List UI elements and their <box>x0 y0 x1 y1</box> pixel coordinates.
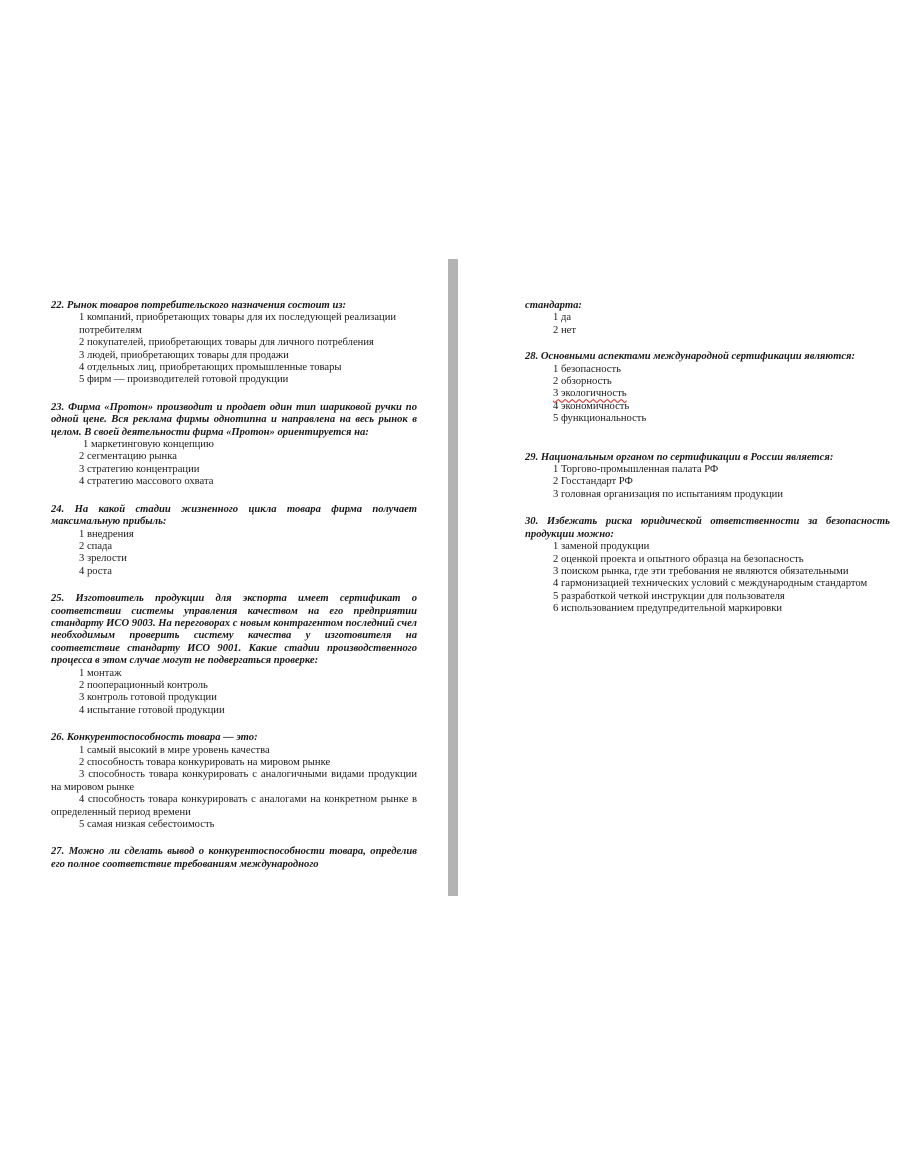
right-column <box>525 300 890 631</box>
answer-option: 1 безопасность <box>553 363 621 375</box>
question-27-continued <box>525 300 890 337</box>
answer-option: 2 способность товара конкурировать на мировом рынке <box>79 757 331 768</box>
question-27 <box>51 846 417 871</box>
answer-option: 2 спада <box>79 540 113 552</box>
answer-option: 2 пооперационный контроль <box>79 679 208 691</box>
answer-option: 4 гармонизацией технических условий с международным стандартом <box>553 578 868 590</box>
question-text: 29. Национальным органом по сертификации в России является: <box>525 451 834 463</box>
answer-option: 3 стратегию концентрации <box>79 463 200 475</box>
question-text: 27. Можно ли сделать вывод о конкурентоспособности товара, определив его полное соответствие требованиям международного <box>51 846 417 870</box>
answer-option: 3 головная организация по испытаниям продукции <box>553 488 783 500</box>
answer-option: 1 маркетинговую концепцию <box>83 439 214 451</box>
answer-option: 2 обзорность <box>553 376 612 388</box>
answer-option: 2 нет <box>553 324 576 336</box>
answer-option: 1 Торгово-промышленная палата РФ <box>553 464 719 476</box>
answer-option: 3 поиском рынка, где эти требования не являются обязательными <box>553 565 849 577</box>
answer-option: 4 способность товара конкурировать с аналогами на конкретном рынке в определенный период времени <box>51 794 417 818</box>
answer-option: 5 разработкой четкой инструкции для пользователя <box>553 590 785 602</box>
question-text: 30. Избежать риска юридической ответственности за безопасность продукции можно: <box>525 516 890 540</box>
answer-option: 4 испытание готовой продукции <box>79 704 225 716</box>
question-text: 25. Изготовитель продукции для экспорта имеет сертификат о соответствии системы управления качеством на его предприятии стандарту ИСО 9003. На переговорах с новым контрагентом последний счел необходимым проверить систему качества у изготовителя на соответствие стандарту ИСО 9001. Какие стадии производственного процесса в этом случае могут не подвергаться проверке: <box>51 593 417 667</box>
answer-option: 5 функциональность <box>553 413 647 425</box>
question-22 <box>51 300 417 387</box>
question-text: 24. На какой стадии жизненного цикла товара фирма получает максимальную прибыль: <box>51 503 417 528</box>
question-28 <box>525 351 890 425</box>
answer-option <box>525 388 890 400</box>
question-text: 28. Основными аспектами международной сертификации являются: <box>525 351 856 363</box>
answer-option: 5 самая низкая себестоимость <box>79 819 215 831</box>
answer-option: 2 Госстандарт РФ <box>553 476 633 488</box>
question-29 <box>525 452 890 502</box>
left-column <box>51 300 417 886</box>
answer-option: 6 использованием предупредительной маркировки <box>553 603 783 615</box>
answer-option: 2 оценкой проекта и опытного образца на безопасность <box>553 553 804 565</box>
answer-option: 3 контроль готовой продукции <box>79 692 217 704</box>
answer-option: 4 экономичность <box>553 400 630 412</box>
answer-option: 1 заменой продукции <box>553 541 650 553</box>
answer-option-text: 3 экологичность <box>553 388 627 400</box>
answer-option: 1 компаний, приобретающих товары для их последующей реализации потребителям <box>79 312 397 336</box>
answer-option: 2 покупателей, приобретающих товары для личного потребления <box>79 337 374 349</box>
question-text: 23. Фирма «Протон» производит и продает один тип шариковой ручки по одной цене. Вся реклама фирмы однотипна и направлена на весь рынок в целом. В своей деятельности фирма «Протон» ориентируется на: <box>51 401 417 438</box>
answer-option: 4 роста <box>79 565 112 577</box>
answer-option: 4 стратегию массового охвата <box>79 476 214 488</box>
answer-option: 3 зрелости <box>79 553 127 565</box>
answer-option: 1 монтаж <box>79 667 122 679</box>
question-30 <box>525 516 890 615</box>
question-25 <box>51 593 417 717</box>
question-26 <box>51 732 417 831</box>
page-divider <box>448 259 458 896</box>
answer-option: 5 фирм — производителей готовой продукции <box>79 374 289 386</box>
answer-option: 2 сегментацию рынка <box>79 451 177 463</box>
answer-option: 3 способность товара конкурировать с аналогичными видами продукции на мировом рынке <box>51 769 417 793</box>
answer-option: 1 да <box>553 312 572 324</box>
question-24 <box>51 504 417 578</box>
answer-option: 1 самый высокий в мире уровень качества <box>79 744 270 756</box>
answer-option: 4 отдельных лиц, приобретающих промышленные товары <box>79 362 342 374</box>
question-text: 26. Конкурентоспособность товара — это: <box>51 732 258 744</box>
question-23 <box>51 402 417 489</box>
answer-option: 1 внедрения <box>79 528 134 540</box>
answer-option: 3 людей, приобретающих товары для продажи <box>79 349 289 361</box>
question-text: 22. Рынок товаров потребительского назначения состоит из: <box>51 300 346 311</box>
question-text: стандарта: <box>525 300 582 311</box>
